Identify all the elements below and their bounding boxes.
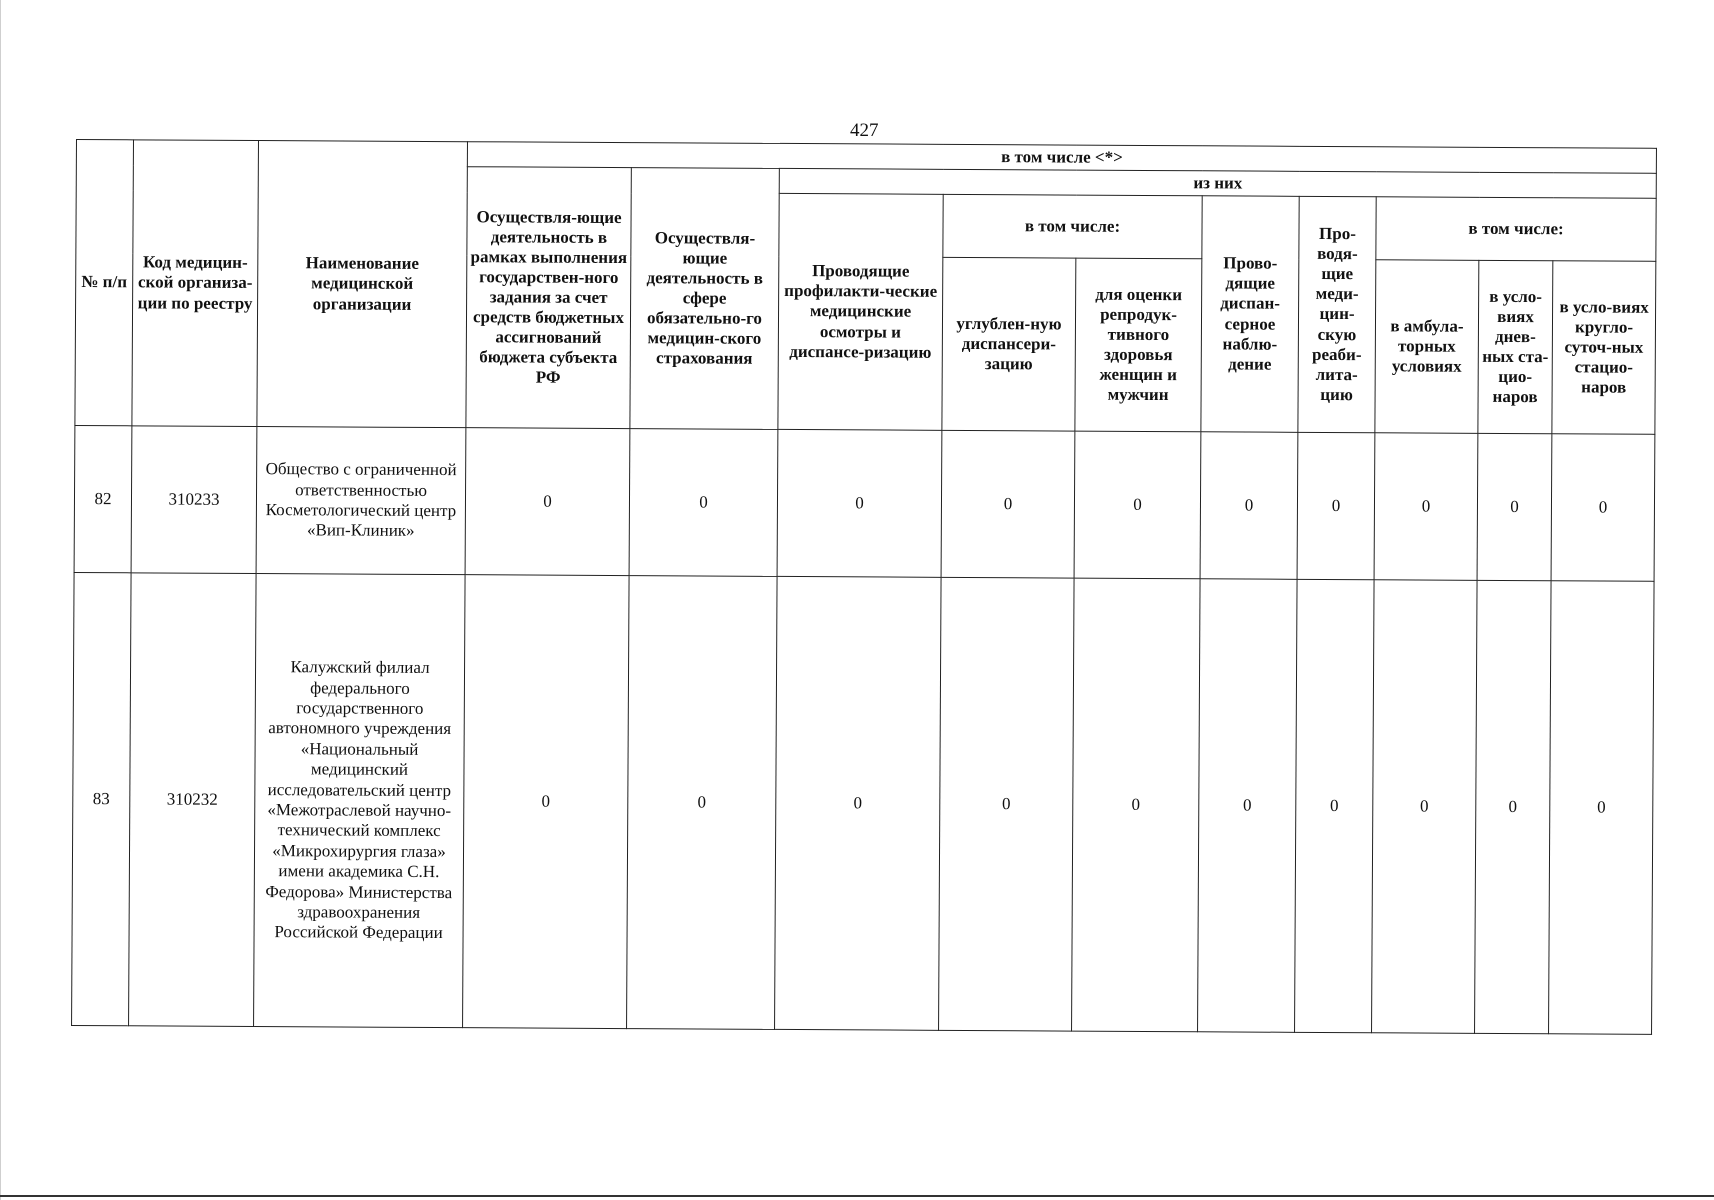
row-organization-name: Калужский филиал федерального государственного автономного учреждения «Национальный медицинский исследовательский центр «Межотраслевой научно-технический комплекс «Микрохирургия глаза» имени академика С.Н. Федорова» Министерства здравоохранения Российской Федерации (254, 574, 466, 1028)
cell-outpatient: 0 (1374, 433, 1478, 581)
page-number: 427 (850, 120, 879, 141)
header-dispensary-observation: Прово-дящие диспан-серное наблю-дение (1201, 196, 1299, 433)
cell-rehabilitation: 0 (1295, 579, 1375, 1032)
header-of-them: из них (779, 168, 1656, 198)
header-reproductive-health: для оценки репродук-тивного здоровья женщин и мужчин (1075, 258, 1202, 432)
header-including-1: в том числе: (943, 194, 1202, 258)
row-number: 82 (74, 425, 132, 572)
cell-round-clock-hospital: 0 (1549, 581, 1655, 1035)
scan-edge-bottom (0, 1195, 1714, 1197)
header-name: Наименование медицинской организации (257, 141, 468, 428)
cell-reproductive-health: 0 (1074, 431, 1201, 579)
table-row (74, 425, 1655, 581)
cell-round-clock-hospital: 0 (1551, 434, 1655, 582)
header-rehabilitation: Про-водя-щие меди-цин-скую реаби-лита-цию (1298, 196, 1376, 432)
table-row (72, 572, 1655, 1034)
header-including-main: в том числе <*> (467, 142, 1656, 174)
cell-outpatient: 0 (1372, 580, 1478, 1034)
header-oms: Осуществля-ющие деятельность в сфере обязательно-го медицин-ского страхования (630, 168, 779, 430)
cell-dispensary-observation: 0 (1200, 432, 1298, 580)
header-num: № п/п (75, 140, 134, 426)
table-container (71, 139, 1656, 1035)
medical-organizations-table (71, 139, 1657, 1035)
header-state-task: Осуществля-ющие деятельность в рамках выполнения государствен-ного задания за счет средств бюджетных ассигнований бюджета субъекта РФ (466, 167, 631, 429)
header-code: Код медицин-ской организа-ции по реестру (132, 140, 259, 427)
header-outpatient: в амбула-торных условиях (1375, 260, 1479, 434)
cell-rehabilitation: 0 (1297, 432, 1375, 579)
header-day-hospital: в усло-виях днев-ных ста-цио-наров (1478, 260, 1553, 433)
header-preventive-exams: Проводящие профилакти-ческие медицинские осмотры и диспансе-ризацию (778, 193, 943, 430)
row-code: 310233 (131, 426, 257, 574)
cell-day-hospital: 0 (1477, 433, 1552, 580)
cell-state-task: 0 (463, 575, 630, 1029)
row-number: 83 (72, 572, 132, 1025)
cell-oms: 0 (629, 429, 778, 577)
row-organization-name: Общество с ограниченной ответственностью Косметологический центр «Вип-Клиник» (256, 427, 466, 575)
cell-reproductive-health: 0 (1072, 578, 1201, 1032)
cell-deep-dispensarization: 0 (939, 577, 1075, 1031)
row-code: 310232 (129, 573, 257, 1027)
cell-day-hospital: 0 (1475, 580, 1552, 1033)
cell-preventive-exams: 0 (777, 429, 942, 577)
header-round-clock-hospital: в усло-виях кругло-суточ-ных стацио-наров (1552, 261, 1656, 435)
header-including-2: в том числе: (1376, 197, 1656, 262)
cell-state-task: 0 (465, 428, 630, 576)
cell-deep-dispensarization: 0 (941, 430, 1075, 578)
cell-oms: 0 (627, 576, 778, 1030)
scan-edge-left (0, 0, 1, 1200)
cell-preventive-exams: 0 (775, 576, 942, 1030)
header-deep-dispensarization: углублен-ную диспансери-зацию (942, 257, 1076, 431)
cell-dispensary-observation: 0 (1198, 579, 1298, 1033)
